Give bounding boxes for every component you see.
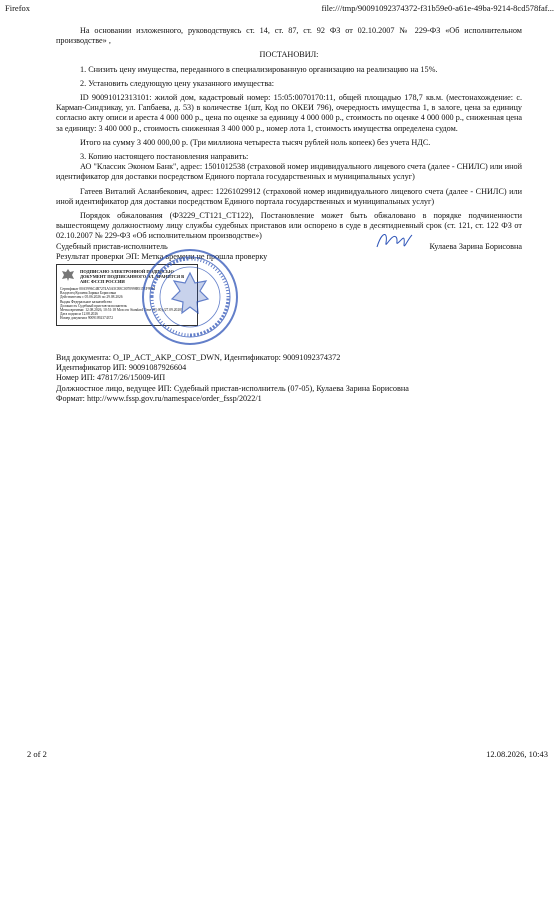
certificate-validity: Действителен с 05.06.2026 по 29.08.2026 xyxy=(60,295,123,300)
signer-role: Судебный пристав-исполнитель xyxy=(56,241,168,251)
page-counter: 2 of 2 xyxy=(27,749,47,759)
format-line: Формат: http://www.fssp.gov.ru/namespace/order_fssp/2022/1 xyxy=(56,393,262,403)
signer-name: Кулаева Зарина Борисовна xyxy=(429,241,522,251)
certificate-sign-date: Дата подписи 12.08.2026 xyxy=(60,312,98,317)
signature-line xyxy=(56,242,522,252)
coat-of-arms-icon xyxy=(60,268,76,282)
item-1: 1. Снизить цену имущества, переданного в специализированную организацию на реализацию на 15%. xyxy=(80,64,438,74)
certificate-position: Должность Судебный пристав-исполнитель xyxy=(60,303,128,308)
certificate-issuer: Выдан Федеральное казначейство xyxy=(60,299,113,304)
certificate-serial: Сертификат 00A5996C4B7274A5A5C8EC00709988515EF9984 xyxy=(60,287,156,292)
appeal-procedure: Порядок обжалования (Ф3229_СТ121_СТ122), Постановление может быть обжаловано в порядке подчиненности вышестоящему должностному лицу службы судебных приставов или оспорено в суде в десятидневный срок (ст. 121, ст. 122 ФЗ от 02.10.2007 № 229-ФЗ «Об исполнительном производстве») xyxy=(56,211,522,241)
certificate-timestamp: Метка времени: 12.08.2026, 10:51:18 Moscow Standard Time (01:00) (27.09.2020) xyxy=(60,308,183,313)
print-datetime: 12.08.2026, 10:43 xyxy=(486,749,548,759)
signature-block xyxy=(56,263,522,353)
certificate-owner: Владелец Кулаева Зарина Борисовна xyxy=(60,291,117,296)
property-description: ID 90091012313101: жилой дом, кадастровый номер: 15:05:0070170:11, общей площадью 178,7 кв.м. (местонахождение: с. Кармап-Синдзикау, ул. Гапбаева, д. 53) в количестве 1(шт, Код по ОКЕИ 796), очередность имущества 1, в залоге, цена за единицу согласно акту описи и ареста 4 000 000 р., цена по оценке за единицу 4 000 000 р., стоимость по оценке 4 000 000 р., сниженная цена за единицу: 3 400 000 р., стоимость сниженная 3 400 000 р., номер лота 1, стоимость имущества определена судом. xyxy=(56,93,522,133)
item-2: 2. Установить следующую цену указанного имущества: xyxy=(80,78,275,88)
basis-paragraph: На основании изложенного, руководствуясь ст. 14, ст. 87, ст. 92 ФЗ от 02.10.2007 № 229-ФЗ «Об исполнительном производстве» , xyxy=(56,26,522,46)
ip-identifier-line: Идентификатор ИП: 90091087926604 xyxy=(56,363,187,373)
handwritten-signature xyxy=(374,229,414,251)
recipient-debtor: Гатеев Виталий Асланбекович, адрес: 12261029912 (страховой номер индивидуального лицевого счета (далее - СНИЛС) или иной идентификатор для доставки посредством Единого портала государственных и муниципальных услуг) xyxy=(56,186,522,206)
resolution-heading: ПОСТАНОВИЛ: xyxy=(259,50,319,60)
document-metadata xyxy=(56,353,522,404)
browser-app-name: Firefox xyxy=(5,3,31,13)
ep-check-result: Результат проверки ЭП: Метка времени не прошла проверку xyxy=(56,251,268,261)
doc-type-line: Вид документа: O_IP_ACT_AKP_COST_DWN, Идентификатор: 90091092374372 xyxy=(56,353,341,363)
ip-number-line: Номер ИП: 47817/26/15009-ИП xyxy=(56,373,166,383)
official-seal-stamp xyxy=(140,247,240,347)
document-body xyxy=(56,26,522,404)
browser-url[interactable]: file:///tmp/90091092374372-f31b59e0-a61e-49ba-9214-8cd578faf... xyxy=(321,3,554,13)
recipient-bank: АО "Классик Эконом Банк", адрес: 1501012538 (страховой номер индивидуального лицевого счета (далее - СНИЛС) или иной идентификатор для доставки посредством Единого портала государственных и муниципальных услуг) xyxy=(56,162,522,182)
certificate-doc-number: Номер документа 90091092374372 xyxy=(60,316,114,321)
item-3: 3. Копию настоящего постановления направить: xyxy=(80,152,249,162)
total-sum: Итого на сумму 3 400 000,00 р. (Три миллиона четыреста тысяч рублей ноль копеек) без учета НДС. xyxy=(80,137,431,147)
certificate-title: ПОДПИСАНО ЭЛЕКТРОННОЙ ПОДПИСЬЮ ДОКУМЕНТ ПОДПИСАННОГО ЭЛ. ХРАНИТСЯ В АИС ФССП РОССИИ xyxy=(80,269,185,285)
official-line: Должностное лицо, ведущее ИП: Судебный пристав-исполнитель (07-05), Кулаева Зарина Борисовна xyxy=(56,383,409,393)
